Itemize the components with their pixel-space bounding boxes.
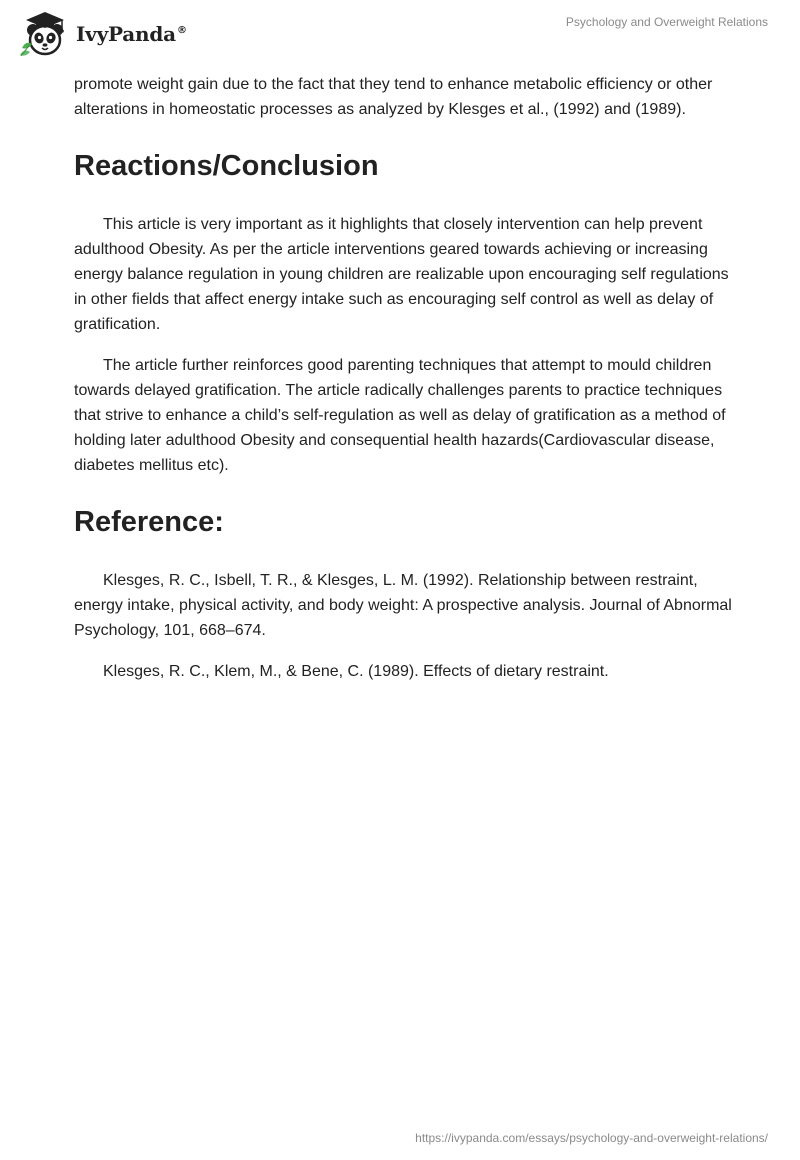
conclusion-paragraph-2: The article further reinforces good parenting techniques that attempt to mould children towards delayed gratification. The article radically challenges parents to practice techniques that strive to enhance a child’s self-regulation as well as delay of gratification as a method of holding later adulthood Obesity and consequential health hazards(Cardiovascular disease, diabetes mellitus etc).: [74, 357, 726, 474]
conclusion-paragraph-1: This article is very important as it highlights that closely intervention can help prevent adulthood Obesity. As per the article interventions geared towards achieving or increasing energy balance regulation in young children are realizable upon encouraging self regulations in other fields that affect energy intake such as encouraging self control as well as delay of gratification.: [74, 216, 729, 333]
ivypanda-logo[interactable]: [16, 8, 187, 58]
reference-entry-2: Klesges, R. C., Klem, M., & Bene, C. (1989). Effects of dietary restraint.: [103, 663, 609, 680]
reference-entry-1: Klesges, R. C., Isbell, T. R., & Klesges, L. M. (1992). Relationship between restraint, energy intake, physical activity, and body weight: A prospective analysis. Journal of Abnormal Psychology, 101, 668–674.: [74, 572, 732, 639]
article-body: [74, 72, 734, 700]
section-heading-conclusion: Reactions/Conclusion: [74, 150, 379, 182]
source-url[interactable]: https://ivypanda.com/essays/psychology-and-overweight-relations/: [415, 1131, 768, 1145]
section-heading-reference: Reference:: [74, 506, 224, 538]
page-header: [0, 0, 800, 64]
registered-mark: ®: [176, 25, 187, 37]
intro-paragraph: promote weight gain due to the fact that they tend to enhance metabolic efficiency or other alterations in homeostatic processes as analyzed by Klesges et al., (1992) and (1989).: [74, 76, 713, 118]
document-title: Psychology and Overweight Relations: [565, 15, 768, 29]
panda-graduate-icon: [16, 8, 74, 58]
brand-name: IvyPanda®: [76, 22, 187, 46]
